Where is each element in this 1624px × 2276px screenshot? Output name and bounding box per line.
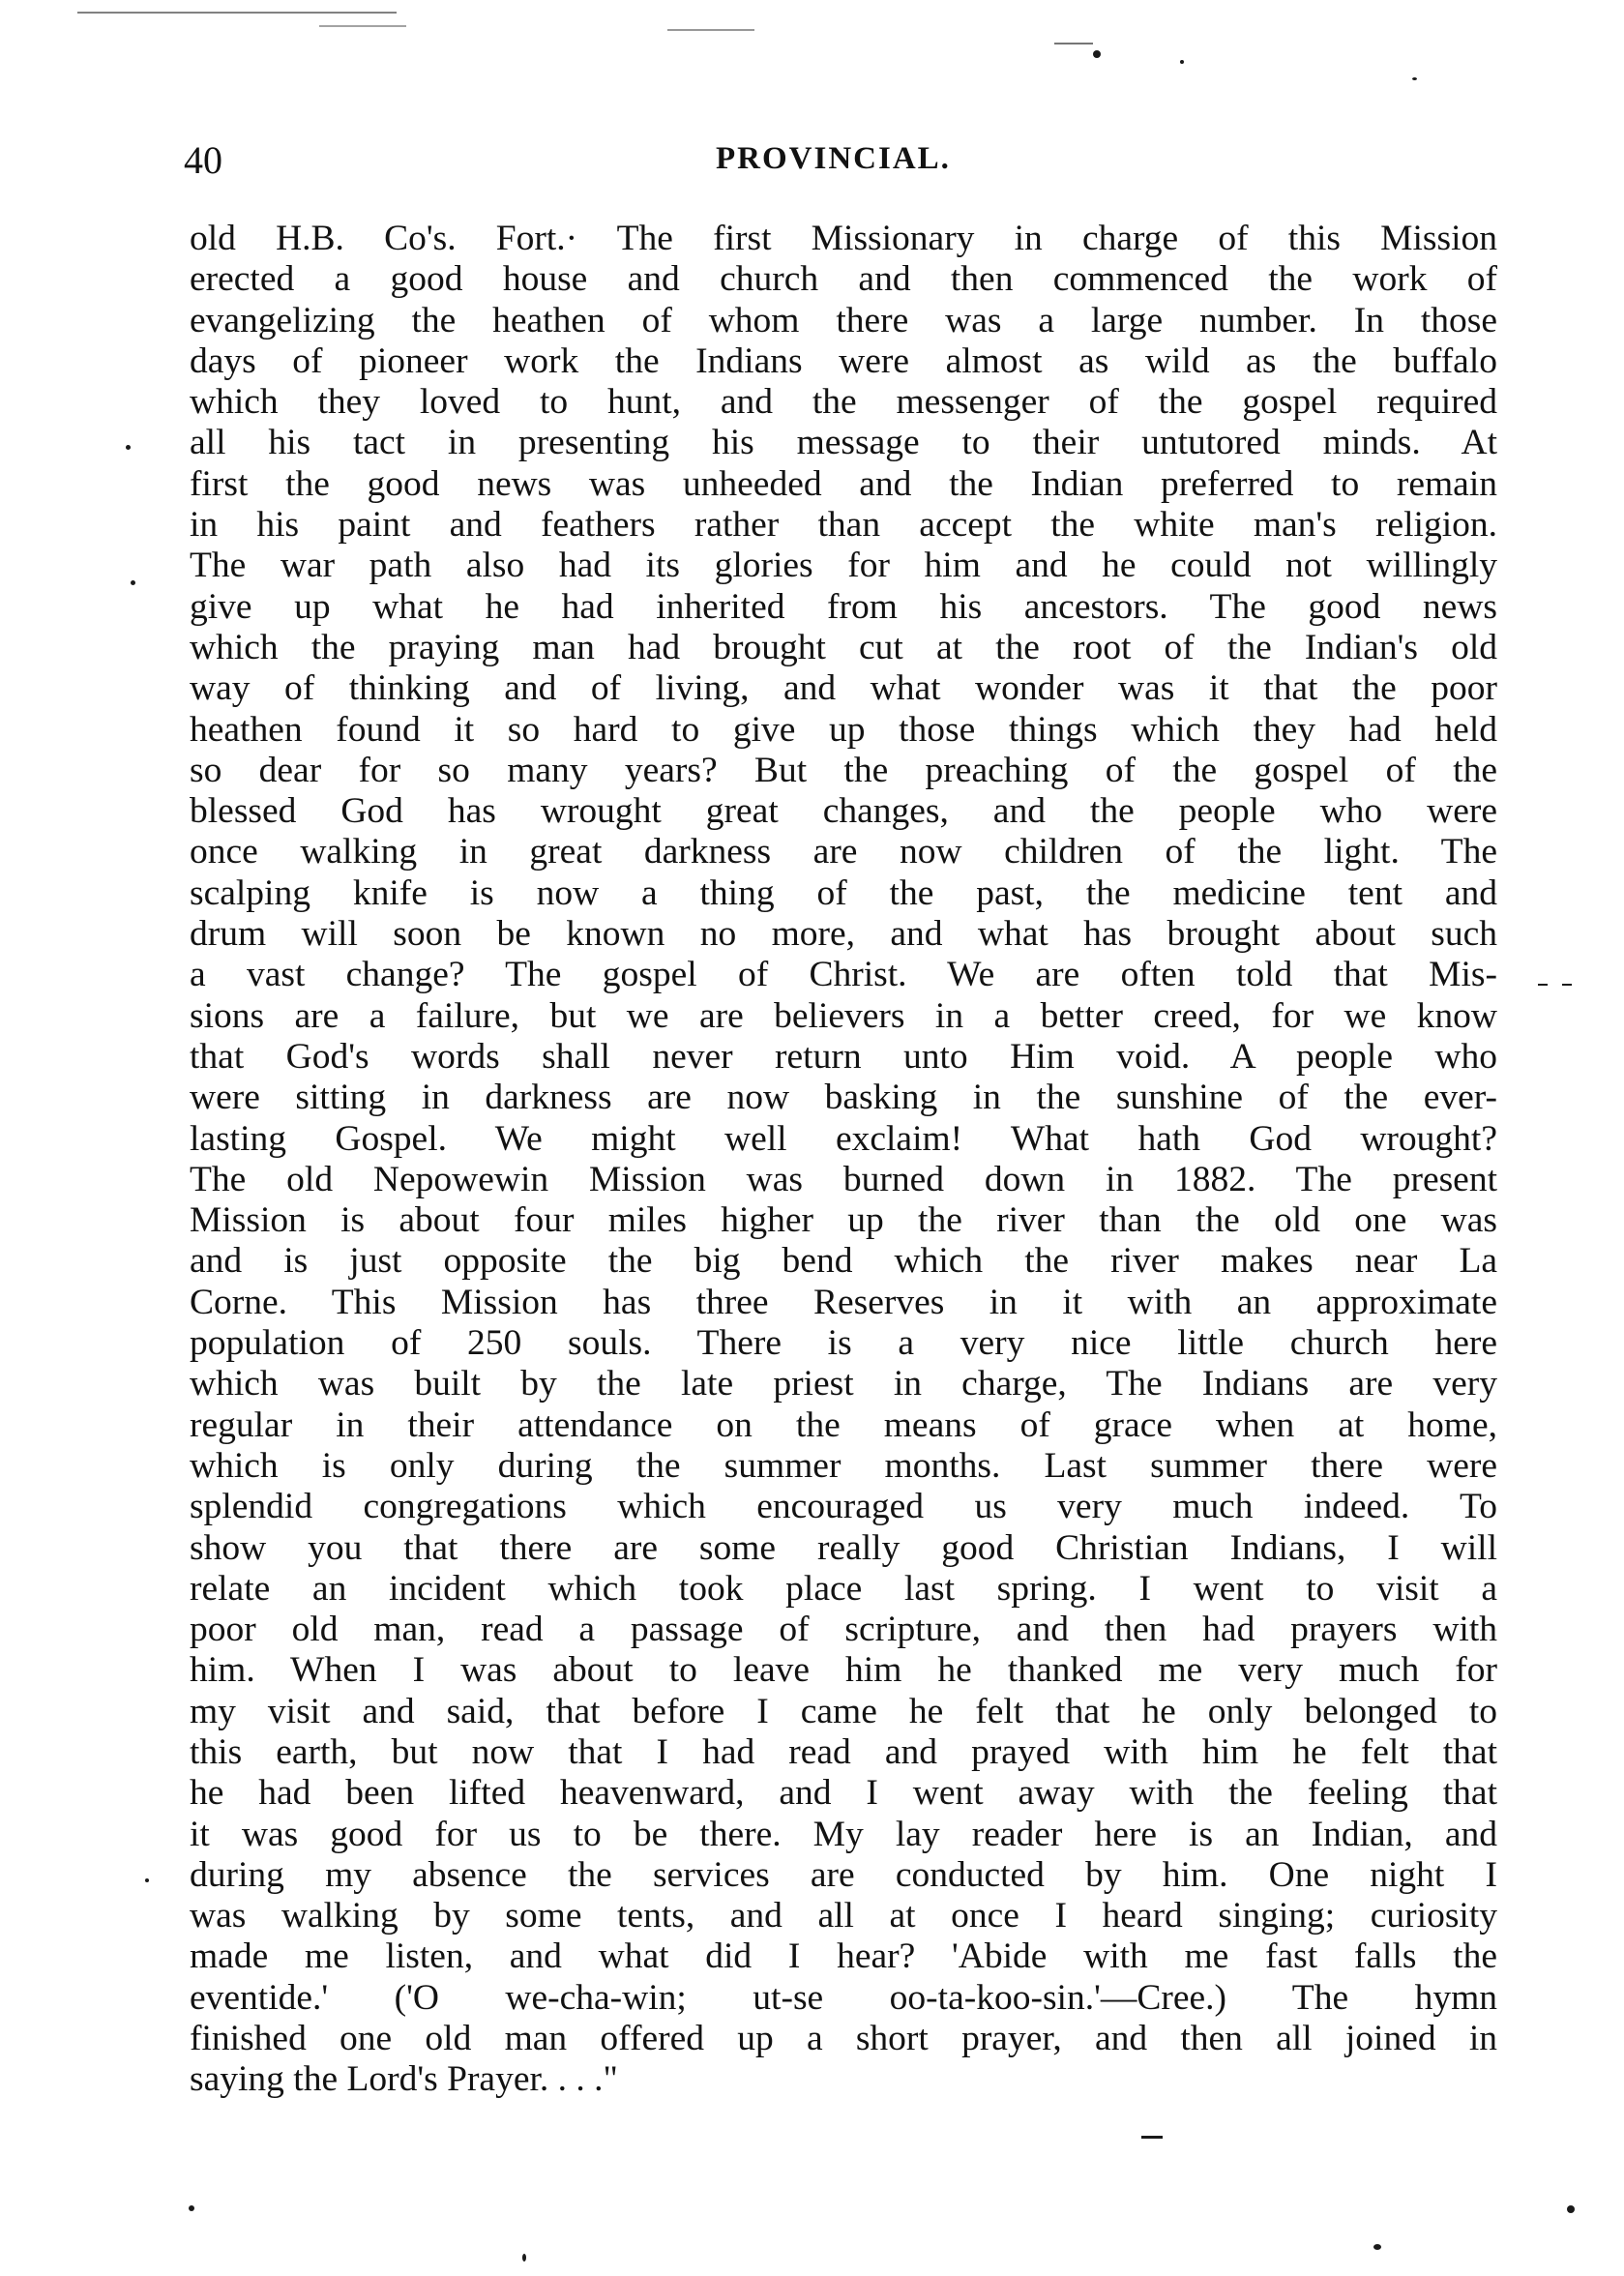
text-line: erected a good house and church and then commenced the work of [190, 259, 1497, 300]
text-line: relate an incident which took place last spring. I went to visit a [190, 1568, 1497, 1609]
text-line: he had been lifted heavenward, and I went away with the feeling that [190, 1773, 1497, 1814]
text-line: show you that there are some really good Christian Indians, I will [190, 1527, 1497, 1568]
text-line: which is only during the summer months. Last summer there were [190, 1445, 1497, 1486]
text-line: splendid congregations which encouraged us very much indeed. To [190, 1487, 1497, 1527]
text-line: that God's words shall never return unto Him void. A people who [190, 1036, 1497, 1077]
scan-mark [77, 12, 397, 14]
scan-mark [667, 29, 754, 31]
text-line: it was good for us to be there. My lay reader here is an Indian, and [190, 1814, 1497, 1854]
scan-mark [1562, 984, 1572, 986]
scan-speck [1412, 77, 1417, 80]
scan-speck [1093, 50, 1101, 58]
text-line: scalping knife is now a thing of the past, the medicine tent and [190, 872, 1497, 913]
scan-speck [522, 2254, 526, 2261]
text-line: old H.B. Co's. Fort.· The first Missionary in charge of this Mission [190, 219, 1497, 258]
text-line: a vast change? The gospel of Christ. We are often told that Mis- [190, 955, 1497, 995]
text-line: blessed God has wrought great changes, and the people who were [190, 791, 1497, 832]
scan-mark [1141, 2136, 1163, 2139]
text-line: give up what he had inherited from his ancestors. The good news [190, 586, 1497, 627]
text-line: way of thinking and of living, and what wonder was it that the poor [190, 668, 1497, 709]
text-line: my visit and said, that before I came he felt that he only belonged to [190, 1691, 1497, 1731]
text-line: eventide.' ('O we-cha-win; ut-se oo-ta-koo-sin.'—Cree.) The hymn [190, 1977, 1497, 2018]
scan-speck [126, 445, 131, 450]
text-line: him. When I was about to leave him he thanked me very much for [190, 1650, 1497, 1691]
text-line: and is just opposite the big bend which the river makes near La [190, 1241, 1497, 1282]
text-line: The old Nepowewin Mission was burned down in 1882. The present [190, 1159, 1497, 1199]
scan-speck [145, 1878, 149, 1882]
text-line: which the praying man had brought cut at the root of the Indian's old [190, 627, 1497, 667]
scan-mark [1538, 984, 1548, 986]
scan-speck [1180, 60, 1184, 64]
text-line: heathen found it so hard to give up those things which they had held [190, 709, 1497, 750]
text-line: so dear for so many years? But the preaching of the gospel of the [190, 750, 1497, 790]
text-line: made me listen, and what did I hear? 'Abide with me fast falls the [190, 1936, 1497, 1977]
text-line: population of 250 souls. There is a very nice little church here [190, 1323, 1497, 1364]
page-header [184, 137, 1480, 195]
scan-speck [1373, 2244, 1381, 2250]
text-line: all his tact in presenting his message to their untutored minds. At [190, 423, 1497, 463]
text-line: drum will soon be known no more, and what has brought about such [190, 914, 1497, 955]
scan-speck [1567, 2205, 1575, 2213]
text-line: finished one old man offered up a short prayer, and then all joined in [190, 2019, 1497, 2059]
text-line: The war path also had its glories for him and he could not willingly [190, 546, 1497, 586]
page-number: 40 [184, 138, 222, 182]
text-line: Corne. This Mission has three Reserves in it with an approximate [190, 1282, 1497, 1322]
text-line: saying the Lord's Prayer. . . ." [190, 2059, 618, 2100]
text-line: Mission is about four miles higher up the river than the old one was [190, 1200, 1497, 1241]
scan-speck [131, 580, 135, 585]
text-line: days of pioneer work the Indians were almost as wild as the buffalo [190, 340, 1497, 381]
text-line: evangelizing the heathen of whom there was a large number. In those [190, 300, 1497, 340]
running-head: PROVINCIAL. [716, 141, 951, 176]
text-line: poor old man, read a passage of scripture, and then had prayers with [190, 1610, 1497, 1650]
text-line: first the good news was unheeded and the Indian preferred to remain [190, 463, 1497, 504]
text-line: sions are a failure, but we are believers in a better creed, for we know [190, 995, 1497, 1036]
text-line: in his paint and feathers rather than accept the white man's religion. [190, 505, 1497, 546]
text-line: lasting Gospel. We might well exclaim! What hath God wrought? [190, 1118, 1497, 1159]
text-line: which they loved to hunt, and the messenger of the gospel required [190, 382, 1497, 423]
scan-speck [189, 2205, 194, 2211]
scan-mark [1054, 43, 1093, 44]
text-line: regular in their attendance on the means of grace when at home, [190, 1404, 1497, 1445]
text-line: during my absence the services are conducted by him. One night I [190, 1854, 1497, 1895]
text-line: once walking in great darkness are now children of the light. The [190, 832, 1497, 872]
scan-mark [319, 25, 406, 27]
text-line: were sitting in darkness are now basking in the sunshine of the ever- [190, 1078, 1497, 1118]
text-line: which was built by the late priest in charge, The Indians are very [190, 1364, 1497, 1404]
body-paragraph [190, 219, 1497, 2101]
text-line: was walking by some tents, and all at once I heard singing; curiosity [190, 1896, 1497, 1936]
text-line: this earth, but now that I had read and prayed with him he felt that [190, 1731, 1497, 1772]
